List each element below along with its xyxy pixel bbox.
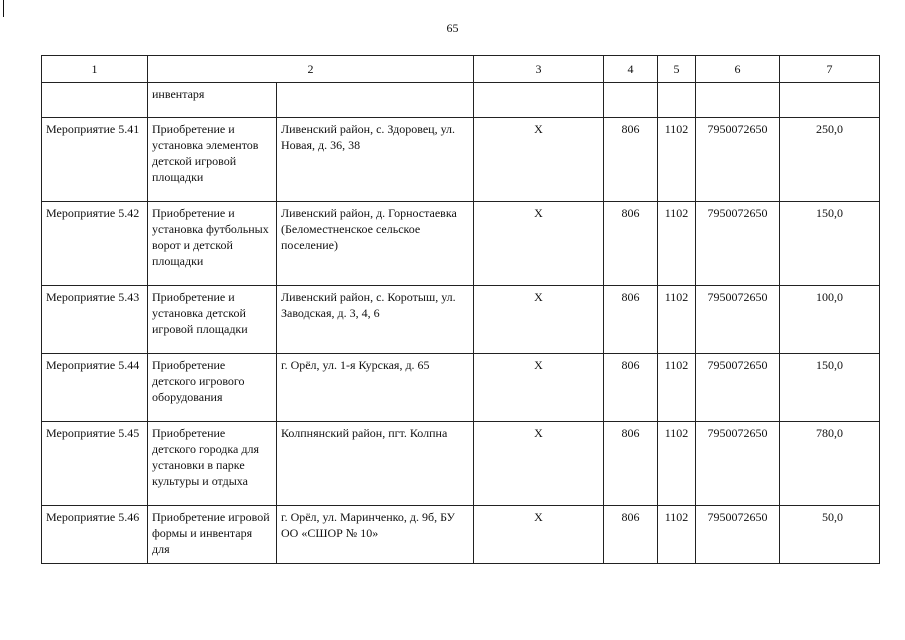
cell-id: Мероприятие 5.43 [42, 286, 148, 354]
cell-col4: 806 [604, 202, 658, 286]
cell-col5: 1102 [658, 286, 696, 354]
table-header-row [42, 56, 880, 83]
cell-col3: Х [474, 286, 604, 354]
cell-col6: 7950072650 [696, 354, 780, 422]
cell-col5: 1102 [658, 202, 696, 286]
table-row [42, 422, 880, 506]
cell-id: Мероприятие 5.44 [42, 354, 148, 422]
cell-col4: 806 [604, 286, 658, 354]
cell-col6: 7950072650 [696, 422, 780, 506]
cell-col7: 100,0 [780, 286, 880, 354]
cell-name: Приобретение и установка детской игровой площадки [148, 286, 277, 354]
header-cell-7: 7 [780, 56, 880, 83]
cell-location: Ливенский район, с. Коротыш, ул. Заводская, д. 3, 4, 6 [277, 286, 474, 354]
cell-location [277, 83, 474, 118]
cell-col7: 150,0 [780, 202, 880, 286]
cell-name: Приобретение игровой формы и инвентаря для [148, 506, 277, 564]
cell-col3: Х [474, 118, 604, 202]
table-row [42, 506, 880, 564]
header-cell-4: 4 [604, 56, 658, 83]
cell-name: Приобретение детского игрового оборудования [148, 354, 277, 422]
header-cell-3: 3 [474, 56, 604, 83]
cell-col3: Х [474, 202, 604, 286]
cell-col4: 806 [604, 506, 658, 564]
cell-col5 [658, 83, 696, 118]
cell-col6: 7950072650 [696, 286, 780, 354]
cell-col5: 1102 [658, 422, 696, 506]
table-row [42, 354, 880, 422]
table-row [42, 118, 880, 202]
continued-row [42, 83, 880, 118]
cell-col3: Х [474, 422, 604, 506]
cell-id [42, 83, 148, 118]
cell-location: Ливенский район, д. Горностаевка (Беломестненское сельское поселение) [277, 202, 474, 286]
cell-id: Мероприятие 5.45 [42, 422, 148, 506]
cell-col6: 7950072650 [696, 202, 780, 286]
cell-col5: 1102 [658, 354, 696, 422]
table-row [42, 286, 880, 354]
header-cell-5: 5 [658, 56, 696, 83]
cell-id: Мероприятие 5.42 [42, 202, 148, 286]
cell-location: г. Орёл, ул. Маринченко, д. 9б, БУ ОО «СШОР № 10» [277, 506, 474, 564]
margin-mark [3, 0, 4, 17]
cell-col7: 250,0 [780, 118, 880, 202]
cell-col5: 1102 [658, 506, 696, 564]
cell-location: Колпнянский район, пгт. Колпна [277, 422, 474, 506]
cell-col6: 7950072650 [696, 506, 780, 564]
cell-location: Ливенский район, с. Здоровец, ул. Новая, д. 36, 38 [277, 118, 474, 202]
table-row [42, 202, 880, 286]
budget-table [41, 55, 880, 564]
cell-col4: 806 [604, 354, 658, 422]
cell-col7 [780, 83, 880, 118]
cell-col7: 780,0 [780, 422, 880, 506]
cell-name: инвентаря [148, 83, 277, 118]
cell-name: Приобретение и установка элементов детской игровой площадки [148, 118, 277, 202]
cell-col3: Х [474, 354, 604, 422]
cell-col7: 150,0 [780, 354, 880, 422]
cell-col3 [474, 83, 604, 118]
header-cell-2: 2 [148, 56, 474, 83]
header-cell-6: 6 [696, 56, 780, 83]
cell-col4: 806 [604, 118, 658, 202]
cell-col4: 806 [604, 422, 658, 506]
page-number: 65 [446, 21, 459, 35]
cell-name: Приобретение детского городка для установки в парке культуры и отдыха [148, 422, 277, 506]
cell-col5: 1102 [658, 118, 696, 202]
header-cell-1: 1 [42, 56, 148, 83]
cell-id: Мероприятие 5.41 [42, 118, 148, 202]
cell-id: Мероприятие 5.46 [42, 506, 148, 564]
cell-location: г. Орёл, ул. 1-я Курская, д. 65 [277, 354, 474, 422]
cell-col3: Х [474, 506, 604, 564]
cell-col6 [696, 83, 780, 118]
cell-col6: 7950072650 [696, 118, 780, 202]
cell-name: Приобретение и установка футбольных ворот и детской площадки [148, 202, 277, 286]
cell-col7: 50,0 [780, 506, 880, 564]
cell-col4 [604, 83, 658, 118]
